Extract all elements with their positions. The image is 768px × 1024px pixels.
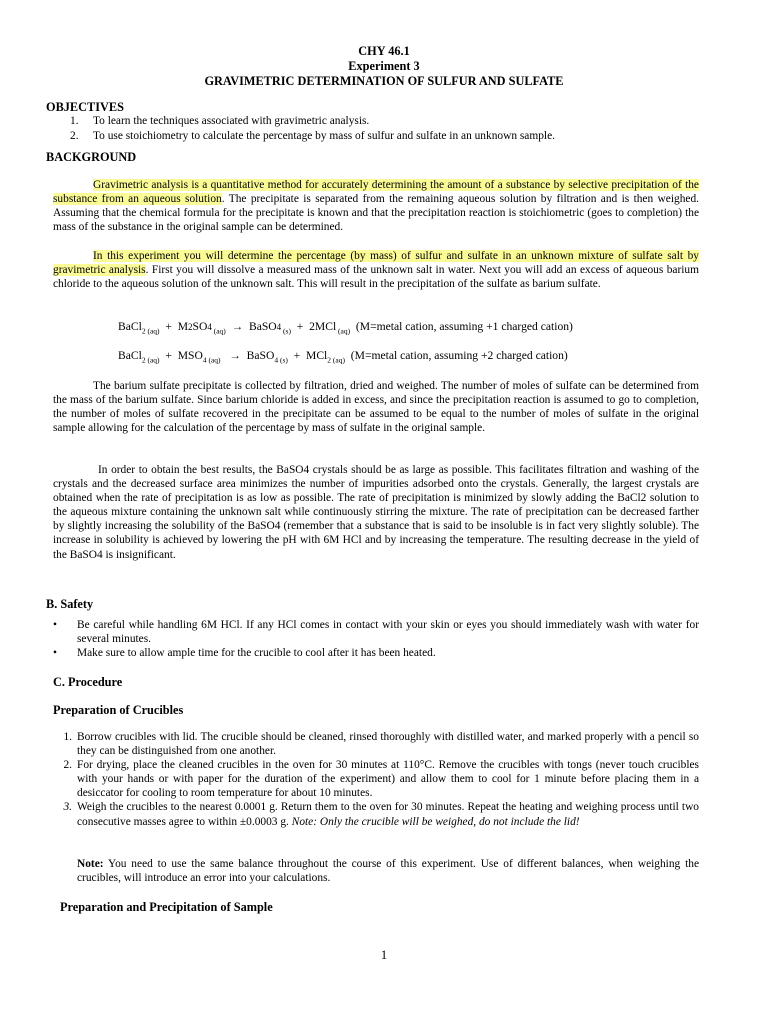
objective-text: To use stoichiometry to calculate the percentage by mass of sulfur and sulfate in an unknown sample. bbox=[93, 129, 555, 142]
course-code: CHY 46.1 bbox=[358, 44, 410, 58]
highlighted-text: Gravimetric analysis is a quantitative method for accurately determining the amount of a substance by selective precipitation of the substance from an aqueous solution bbox=[53, 179, 699, 206]
objective-number: 1. bbox=[70, 115, 79, 127]
step-text: Borrow crucibles with lid. The crucible should be cleaned, rinsed thoroughly with distilled water, and marked properly with a pencil so they can be distinguished from one another. bbox=[77, 731, 699, 758]
equation-1: BaCl$_2$ $_{(aq)}$ + M2SO4 $_{(aq)}$ → BaSO4 $_{(s)}$ + 2MCl $_{(aq)}$ (M=metal cation, assuming +1 charged cation) bbox=[118, 320, 573, 336]
highlighted-text: In this experiment you will determine the percentage (by mass) of sulfur and sulfate in an unknown mixture of sulfate salt by gravimetric analysis bbox=[53, 250, 699, 277]
bullet-icon: • bbox=[53, 647, 57, 660]
safety-item bbox=[53, 618, 699, 646]
safety-item bbox=[53, 646, 699, 660]
crucible-prep-heading: Preparation of Crucibles bbox=[53, 703, 184, 717]
note-text: You need to use the same balance throughout the course of this experiment. Use of different balances, when weighing the crucibles, will introduce an error into your calculations. bbox=[77, 858, 699, 885]
safety-text: Be careful while handling 6M HCl. If any HCl comes in contact with your skin or eyes you should immediately wash with water for several minutes. bbox=[77, 619, 699, 646]
step-number: 2. bbox=[63, 759, 72, 772]
step-number: 1. bbox=[63, 731, 72, 743]
balance-note bbox=[77, 857, 699, 885]
paragraph-text: . The precipitate is separated from the remaining aqueous solution by filtration and is then weighed. Assuming that the chemical formula for the precipitate is known and that the precipitation reaction is stoichiometric (goes to completion) the mass of the substance in the original sample can be determined. bbox=[53, 193, 699, 234]
sample-prep-heading: Preparation and Precipitation of Sample bbox=[60, 900, 273, 914]
background-paragraph-1 bbox=[53, 178, 699, 234]
procedure-step bbox=[53, 730, 699, 758]
objective-number: 2. bbox=[70, 129, 79, 142]
step-text: Weigh the crucibles to the nearest 0.0001 g. Return them to the oven for 30 minutes. Repeat the heating and weighing process until two consecutive masses agree to within ±0.0003 g. Note: Only the crucible will be weighed, do not include the lid! bbox=[77, 801, 699, 828]
objectives-list bbox=[70, 114, 730, 143]
arrow-icon: → bbox=[231, 320, 244, 333]
procedure-steps bbox=[53, 730, 699, 829]
paragraph-text: . First you will dissolve a measured mass of the unknown salt in water. Next you will add an excess of aqueous barium chloride to the aqueous solution of the unknown salt. This will result in the precipitation of the sulfate as barium sulfate. bbox=[53, 264, 699, 291]
background-paragraph-4: In order to obtain the best results, the BaSO4 crystals should be as large as possible. This facilitates filtration and washing of the crystals and the decreased surface area minimizes the number of impurities adsorbed onto the crystals. Generally, the largest crystals are obtained when the rate of precipitation is as low as possible. The rate of precipitation is minimized by slowly adding the BaCl2 solution to the aqueous mixture containing the unknown salt while continuously stirring the mixture. The rate of precipitation can be decreased farther by slightly increasing the solubility of the BaSO4 (remember that a substance that is said to be insoluble is in fact very slightly soluble). The increase in solubility is achieved by lowering the pH with 6M HCl and by increasing the temperature. The resulting decrease in the yield of the BaSO4 is insignificant. bbox=[53, 464, 699, 561]
step-note: Note: Only the crucible will be weighed, do not include the lid! bbox=[291, 815, 580, 828]
safety-text: Make sure to allow ample time for the crucible to cool after it has been heated. bbox=[77, 647, 436, 660]
background-heading: BACKGROUND bbox=[46, 150, 137, 164]
experiment-number: Experiment 3 bbox=[348, 59, 420, 73]
procedure-step bbox=[53, 758, 699, 800]
step-text: For drying, place the cleaned crucibles in the oven for 30 minutes at 110°C. Remove the crucibles with tongs (never touch crucibles with your hands or with paper for the duration of the experiment) and allow them to cool for 1 minute before placing them in a desiccator for cooling to room temperature for about 10 minutes. bbox=[77, 759, 699, 800]
background-paragraph-3: The barium sulfate precipitate is collected by filtration, dried and weighed. The number of moles of sulfate can be determined from the mass of the barium sulfate. Since barium chloride is added in excess, and since the precipitation reaction is assumed to go to completion, the number of moles of sulfate recovered in the precipitate can be assumed to be equal to the number of moles of sulfate in the original sample allowing for the calculation of the percentage by mass of sulfate in the original sample. bbox=[53, 380, 699, 435]
procedure-step bbox=[53, 800, 699, 828]
note-label: Note: bbox=[77, 858, 104, 870]
page-number: 1 bbox=[380, 948, 388, 962]
objectives-heading: OBJECTIVES bbox=[46, 100, 124, 114]
objective-item bbox=[70, 114, 730, 129]
background-paragraph-2 bbox=[53, 249, 699, 291]
objective-item bbox=[70, 129, 730, 144]
bullet-icon: • bbox=[53, 619, 57, 631]
procedure-heading: C. Procedure bbox=[53, 675, 123, 689]
safety-heading: B. Safety bbox=[46, 597, 94, 611]
safety-list bbox=[53, 618, 699, 660]
arrow-icon: → bbox=[229, 349, 241, 362]
objective-text: To learn the techniques associated with gravimetric analysis. bbox=[93, 115, 370, 127]
step-number: 3. bbox=[63, 801, 72, 814]
document-title: GRAVIMETRIC DETERMINATION OF SULFUR AND SULFATE bbox=[204, 74, 564, 88]
equation-2: BaCl$_2$ $_{(aq)} + MSO_4$ $_{(aq)}$ → BaSO$_4$ $_{(s)}$ + MCl$_2$ $_{(aq)}$ (M=metal cation, assuming +2 charged cation) bbox=[118, 349, 568, 365]
